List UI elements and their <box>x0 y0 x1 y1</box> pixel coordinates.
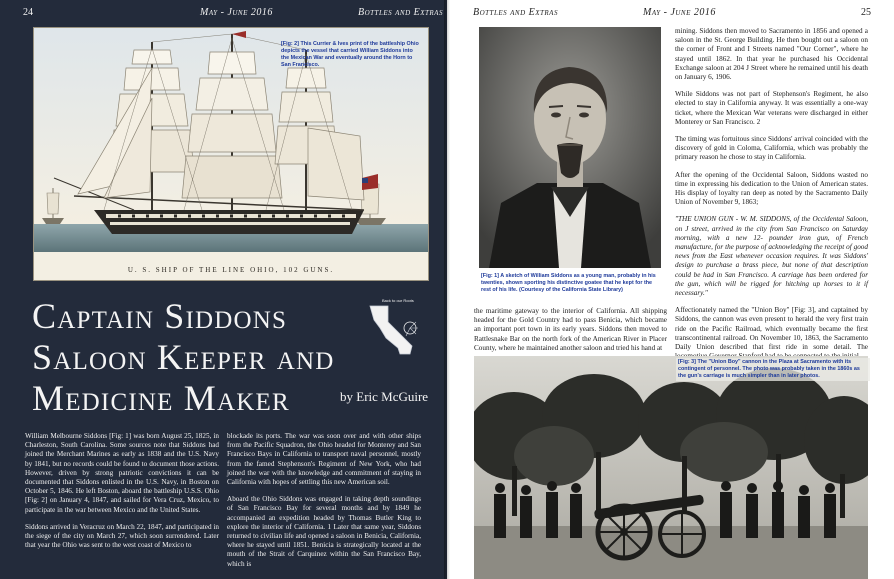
fig3-cannon-photo <box>474 356 868 579</box>
left-col-2-para-2: Aboard the Ohio Siddons was engaged in taking depth soundings of San Francisco Bay for several months and by 1849 he accompanied an expedition headed by Thomas Butler King to explore the interior of California. 1 Later that same year, Siddons returned to civilian life and opened a saloon in Benicia, California, where he stayed until 1851. Benicia is strategically located at the mouth of the Strait of Carquinez within the San Francisco Bay, which is <box>227 495 421 568</box>
fig1-portrait-photo <box>479 27 661 268</box>
cannon-illustration <box>474 356 868 579</box>
byline: by Eric McGuire <box>340 389 429 404</box>
right-col-2 <box>675 27 868 370</box>
title-line-3: Medicine Maker <box>32 378 290 418</box>
title-line-2: Saloon Keeper and <box>32 337 335 377</box>
right-col-2-para-6: Affectionately named the "Union Boy" [Fig: 3], and captained by Siddons, the cannon was even present to herald the very first train ride on the Pacific Railroad, which eventually became the first transcontinental railroad. On November 10, 1863, the Sacramento Daily Union described that first ride in some detail. The <box>675 306 868 352</box>
left-col-1-para-2: Siddons arrived in Veracruz on March 22, 1847, and participated in the siege of the city on March 27, which soon surrendered. Later that year the Ohio was sent to the west coast of Mexico to <box>25 522 219 550</box>
fig2-caption: [Fig: 2] This Currier & Ives print of the battleship Ohio depicts the vessel that carried William Siddons into the Mexican War and eventually around the Horn to San Francisco. <box>281 41 419 68</box>
portrait-illustration <box>479 27 661 268</box>
right-col-1-para: the maritime gateway to the interior of California. All shipping headed for the Gold Country had to pass Benicia, which became an important port town in its early years. Siddons then moved to Rattlesnake Bar on the north fork of the American River in Placer County, where he maintained another saloon and tried his hand at <box>474 307 667 352</box>
left-col-1 <box>25 432 219 558</box>
fig2-print-label: U. S. SHIP OF THE LINE OHIO, 102 GUNS. <box>127 266 335 274</box>
california-shape-icon <box>370 306 412 354</box>
right-col-2-quote: "THE UNION GUN - W. M. SIDDONS, of the Occidental Saloon, on J street, arrived in the city from San Francisco on Saturday morning, with a new 12- pounder iron gun, of French manufacture, for the purpose of acknowledging the receipt of good news from the East whenever occasion requires. It was Siddons' design to purchase a brass piece, but none of that description could be had in San Francisco. A carriage has been ordered for the gun, which will be rigged for hitching up horses to it if necessary." <box>675 215 868 298</box>
left-running-header: May - June 2016 <box>200 7 273 18</box>
left-magazine-title: Bottles and Extras <box>358 7 443 18</box>
right-col-2-para-4: After the opening of the Occidental Saloon, Siddons wasted no time in expressing his dedication to the Union of American states. His display of loyalty ran deep as noted by the Sacramento Daily Union of November 9, 1863; <box>675 170 868 207</box>
right-col-2-para-1: mining. Siddons then moved to Sacramento in 1856 and opened a saloon in the St. George Building. He then bought out a saloon on the corner of Front and I Streets named "Our Corner", where he stayed until 1862. In that year he purchased his Occidental Exchange saloon at 204 J Street where he remained until his death on January 6, 1906. <box>675 27 868 82</box>
right-page <box>447 0 894 579</box>
right-col-2-para-3: The timing was fortuitous since Siddons' arrival coincided with the discovery of gold in Coloma, California, which was probably the primary reason he chose to stay in California. <box>675 135 868 162</box>
left-page-number: 24 <box>23 7 33 18</box>
fig3-caption: [Fig: 3] The "Union Boy" cannon in the Plaza at Sacramento with its contingent of personnel. The photo was probably taken in the 1860s as the gun's carriage is much simpler than in later photos. <box>676 358 870 381</box>
left-col-1-para-1: William Melbourne Siddons [Fig: 1] was born August 25, 1825, in Charleston, South Carolina. Some sources note that Siddons had joined the Merchant Marines as early as 1838 and the U.S. Navy by 1841, but no records could be found to document those actions. However, driven by strong patriotic convictions it can be documented that Siddons enlisted in the U.S. Navy, in Boston on October 5, 1846. He left Boston, aboard the battleship U.S.S. Ohio [Fig: 2] on January 4, 1847, and sailed for Vera Cruz, Mexico, to participate in the war between Mexico and the United States. <box>25 432 219 514</box>
california-map-logo <box>366 294 424 358</box>
left-col-2-para-1: blockade its ports. The war was soon over and with other ships from the Pacific Squadron, the Ohio headed for Monterey and San Francisco Bays in California to transport naval personnel, mostly from the famed Stephenson's Regiment of New York, who had joined the war with the knowledge and commitment of staying in California with hopes of settling this new American soil. <box>227 432 421 487</box>
page-gutter <box>444 0 450 579</box>
right-col-1 <box>474 307 667 361</box>
right-col-2-para-2: While Siddons was not part of Stephenson's Regiment, he also elected to stay in California anyway. It was essentially a one-way ticket, where the Mexican War veterans were discharged in either Monterey or San Francisco. 2 <box>675 90 868 126</box>
right-magazine-title: Bottles and Extras <box>473 7 558 18</box>
fig1-caption: [Fig: 1] A sketch of William Siddons as a young man, probably in his twenties, shown sporting his distinctive goatee that he kept for the rest of his life. (Courtesy of the California State Library) <box>481 273 656 293</box>
map-label: Back to our Roots <box>382 298 414 303</box>
right-page-number: 25 <box>861 7 871 18</box>
left-col-2 <box>227 432 421 577</box>
right-running-header: May - June 2016 <box>643 7 716 18</box>
title-line-1: Captain Siddons <box>32 296 288 336</box>
